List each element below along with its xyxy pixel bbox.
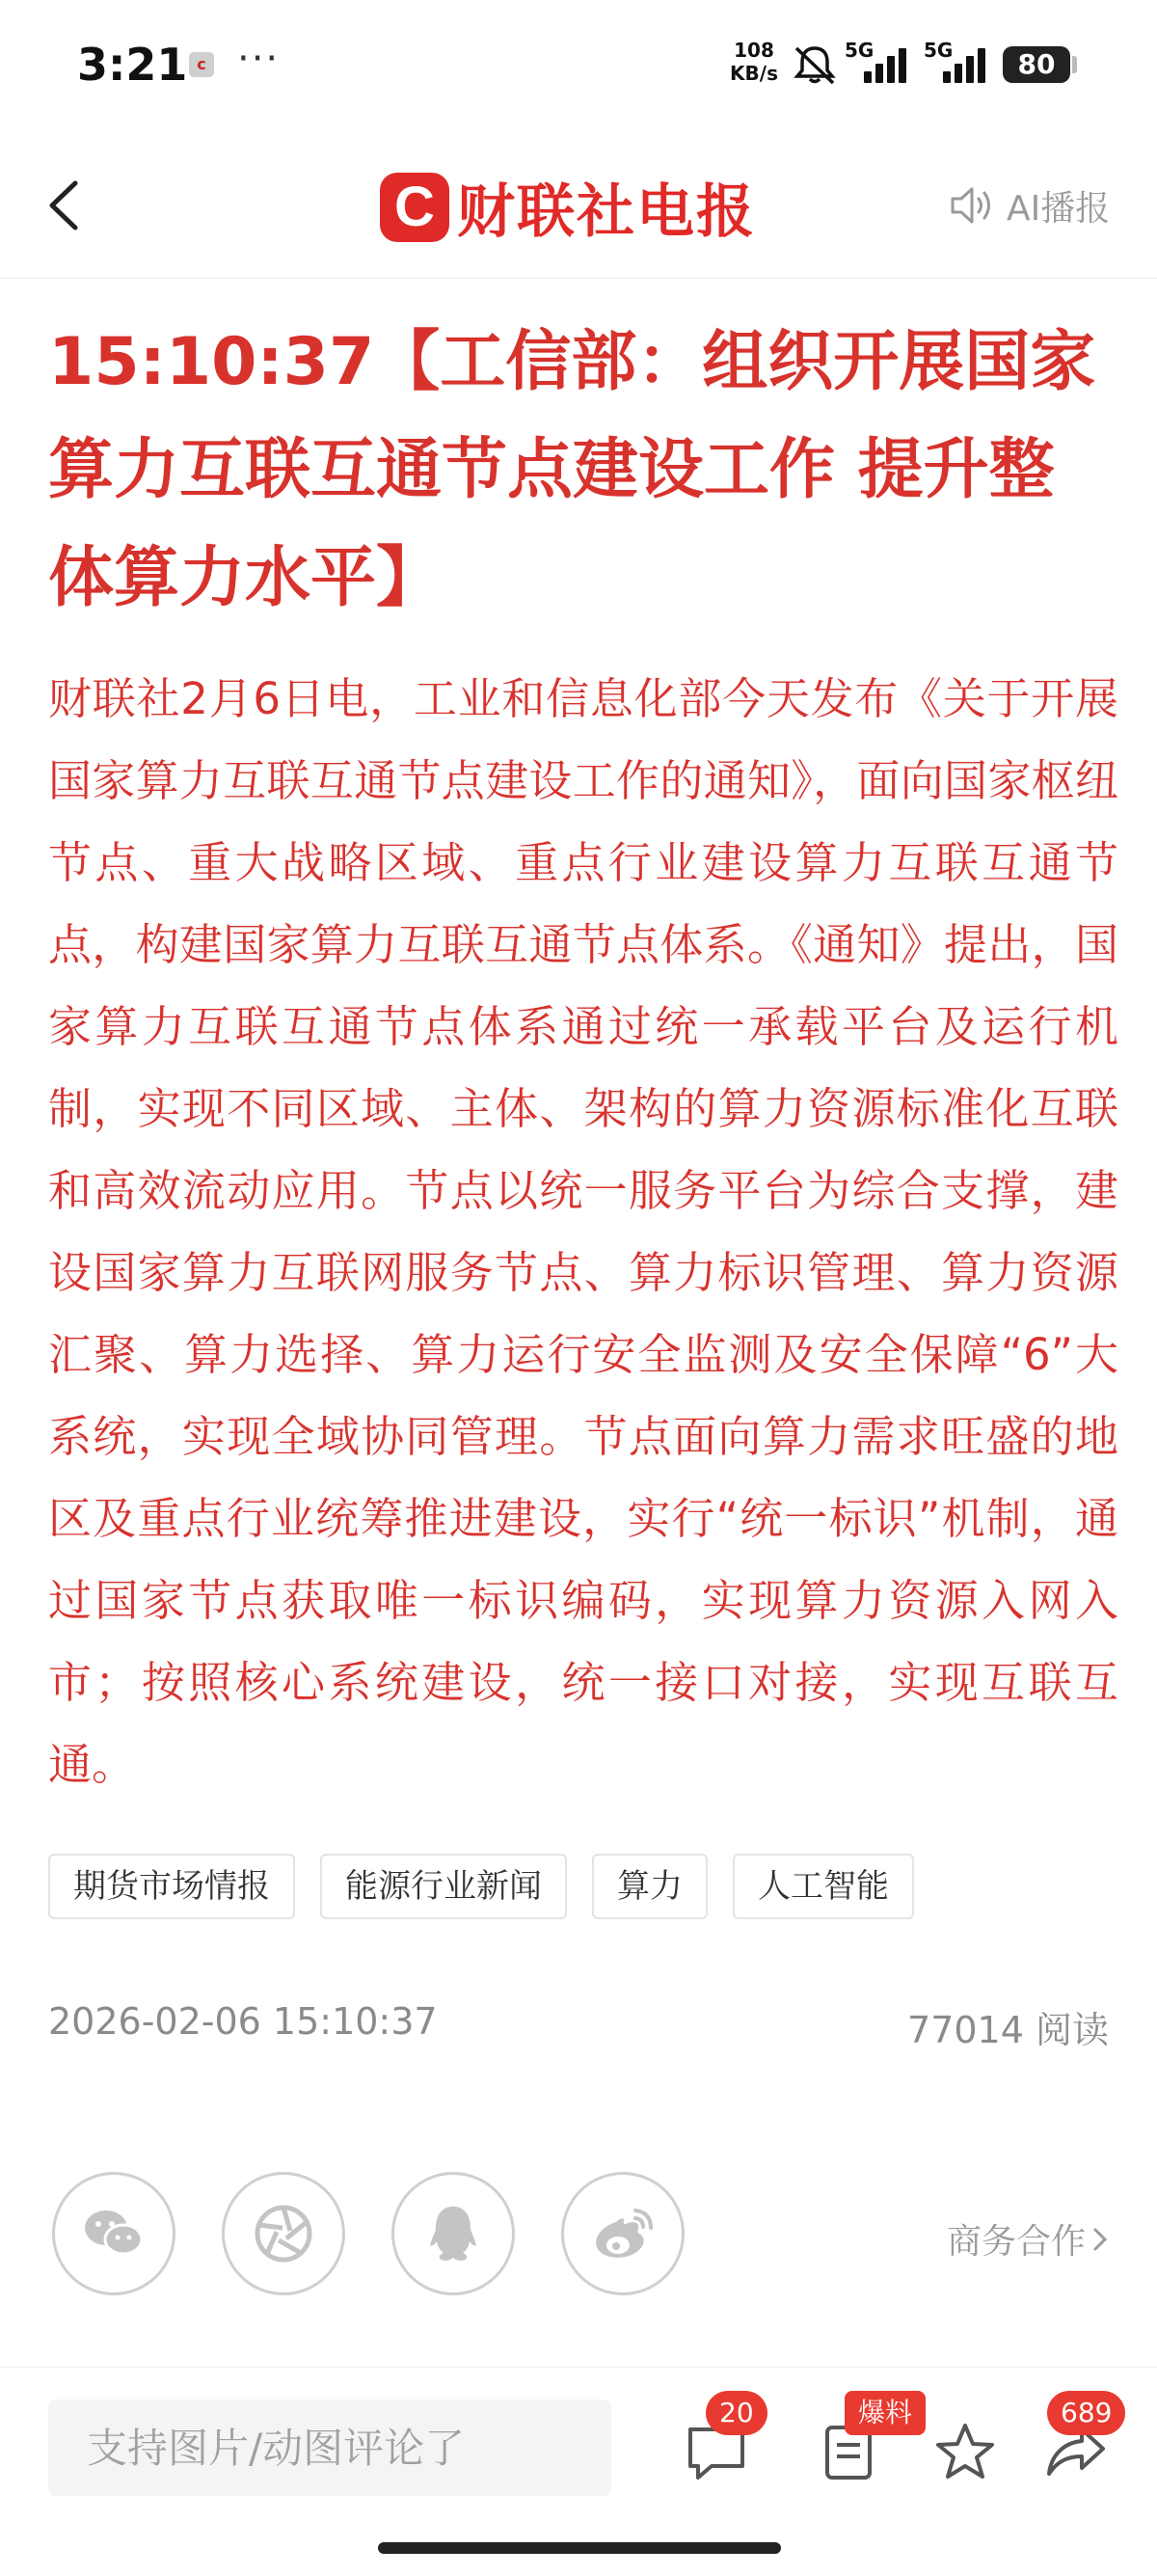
wechat-icon [80, 2205, 148, 2263]
logo-text-secondary: 电报 [636, 178, 756, 246]
tag-list [48, 1854, 914, 1919]
sim2-label: 5G [924, 39, 954, 62]
network-speed [725, 39, 783, 85]
business-cooperation-label: 商务合作 [946, 2222, 1086, 2262]
signal-sim1-icon [845, 39, 918, 87]
favorite-star-icon[interactable] [931, 2418, 999, 2485]
tag-item[interactable]: 期货市场情报 [48, 1854, 295, 1919]
business-cooperation-link[interactable] [947, 2214, 1115, 2264]
mute-bell-icon [791, 44, 839, 85]
share-count-badge: 689 [1047, 2391, 1125, 2435]
share-qq-button[interactable] [391, 2172, 515, 2295]
sim1-label: 5G [845, 39, 874, 62]
qq-icon [426, 2203, 480, 2264]
battery-icon: 80 [1003, 46, 1070, 83]
share-row [52, 2172, 685, 2295]
speaker-icon [949, 184, 997, 227]
comment-input[interactable] [48, 2400, 611, 2496]
battery-tip [1072, 56, 1077, 73]
read-count: 77014 阅读 [907, 2009, 1109, 2051]
status-time: 3:21 [77, 39, 188, 91]
ai-broadcast-button[interactable] [949, 181, 1110, 230]
share-wechat-button[interactable] [52, 2172, 175, 2295]
back-arrow-icon[interactable] [42, 174, 85, 237]
share-moments-button[interactable] [222, 2172, 345, 2295]
chevron-right-icon [1086, 2222, 1115, 2257]
status-bar [0, 0, 1157, 135]
article-body: 财联社2月6日电，工业和信息化部今天发布《关于开展国家算力互联互通节点建设工作的通知》，面向国家枢纽节点、重大战略区域、重点行业建设算力互联互通节点，构建国家算力互联互通节点体系。《通知》提出，国家算力互联互通节点体系通过统一承载平台及运行机制，实现不同区域、主体、架构的算力资源标准化互联和高效流动应用。节点以统一服务平台为综合支撑，建设国家算力互联网服务节点、算力标识管理、算力资源汇聚、算力选择、算力运行安全监测及安全保障“6”大系统，实现全域协同管理。节点面向算力需求旺盛的地区及重点行业统筹推进建设，实行“统一标识”机制，通过国家节点获取唯一标识编码，实现算力资源入网入市；按照核心系统建设，统一接口对接，实现互联互通。 [48, 673, 1118, 1790]
app-notification-icon: c [189, 52, 214, 77]
logo-text-primary: 财联社 [457, 178, 636, 246]
article-headline: 15:10:37【工信部：组织开展国家算力互联互通节点建设工作 提升整体算力水平】 [48, 324, 1096, 616]
publish-datetime: 2026-02-06 15:10:37 [48, 2000, 438, 2043]
nav-header [0, 135, 1157, 279]
moments-icon [252, 2202, 315, 2265]
tag-item[interactable]: 能源行业新闻 [320, 1854, 567, 1919]
ai-broadcast-label: AI播报 [1007, 188, 1111, 229]
report-tip-badge: 爆料 [845, 2391, 926, 2435]
weibo-icon [589, 2205, 657, 2263]
signal-sim2-icon [924, 39, 997, 87]
home-indicator[interactable] [378, 2542, 781, 2554]
app-logo [380, 164, 756, 251]
share-weibo-button[interactable] [561, 2172, 685, 2295]
logo-c-icon: C [380, 173, 449, 242]
more-notifications-indicator: ··· [237, 37, 281, 81]
comment-count-badge: 20 [706, 2391, 767, 2435]
network-speed-value: 108 [734, 39, 774, 62]
network-speed-unit: KB/s [730, 62, 778, 85]
tag-item[interactable]: 算力 [592, 1854, 708, 1919]
tag-item[interactable]: 人工智能 [733, 1854, 914, 1919]
